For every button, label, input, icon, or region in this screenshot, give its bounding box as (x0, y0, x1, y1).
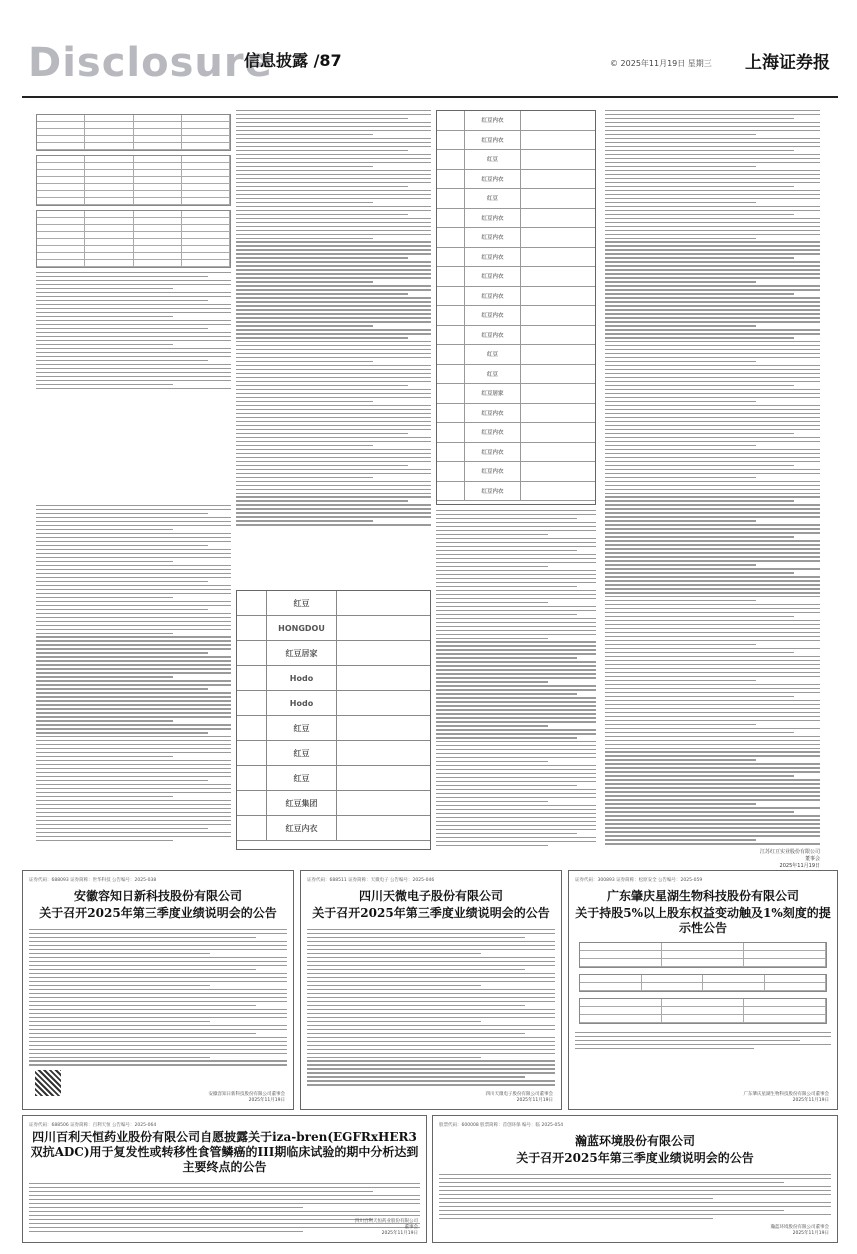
notice-headline: 四川百利天恒药业股份有限公司自愿披露关于iza-bren(EGFRxHER3 双抗ADC)用于复发性或转移性食管鳞癌的III期临床试验的期中分析达到主要终点的公告 (30, 1130, 419, 1174)
notice-company: 四川天微电子股份有限公司 (358, 889, 503, 903)
notice-headline: 关于持股5%以上股东权益变动触及1%刻度的提示性公告 (575, 906, 831, 935)
table-row (437, 150, 595, 170)
brand-logo: 红豆居家 (465, 384, 521, 403)
brand-logo: 红豆内衣 (465, 423, 521, 442)
announcement-column-1b (36, 505, 231, 850)
announcement-column-4 (605, 110, 820, 850)
table-row (437, 482, 595, 502)
brand-logo: Hodo (267, 691, 337, 715)
brand-logo-table (236, 590, 431, 850)
notice-company: 安徽容知日新科技股份有限公司 (73, 889, 242, 903)
table-row (437, 384, 595, 404)
table-row (437, 326, 595, 346)
notice-headline: 关于召开2025年第三季度业绩说明会的公告 (516, 1151, 754, 1165)
notice-box (432, 1115, 838, 1243)
notice-code: 证券代码：300893 证券简称：松原安全 公告编号：2025-059 (575, 878, 703, 883)
data-table (579, 942, 827, 968)
table-row (437, 209, 595, 229)
table-row (437, 131, 595, 151)
table-row (437, 404, 595, 424)
brand-logo: 红豆内衣 (465, 482, 521, 501)
table-row (437, 287, 595, 307)
notice-box (568, 870, 838, 1110)
table-row (237, 666, 430, 691)
data-table (579, 998, 827, 1024)
brand-logo: 红豆 (465, 150, 521, 169)
qr-code-icon (35, 1070, 61, 1096)
brand-logo: 红豆 (267, 766, 337, 790)
notice-signature: 安徽容知日新科技股份有限公司董事会 2025年11月19日 (208, 1092, 285, 1103)
body-text (36, 505, 231, 841)
brand-logo: 红豆内衣 (267, 816, 337, 840)
table-row (437, 189, 595, 209)
brand-logo-column (436, 110, 596, 505)
brand-logo: 红豆 (267, 741, 337, 765)
brand-logo: 红豆 (465, 365, 521, 384)
brand-logo: 红豆内衣 (465, 267, 521, 286)
brand-logo: 红豆内衣 (465, 209, 521, 228)
body-text (236, 110, 431, 526)
table-row (437, 228, 595, 248)
announcement-column-1 (36, 110, 231, 500)
table-row (437, 306, 595, 326)
announcement-column-2 (236, 110, 431, 535)
brand-logo: 红豆 (465, 189, 521, 208)
brand-logo: 红豆内衣 (465, 404, 521, 423)
brand-logo: HONGDOU (267, 616, 337, 640)
masthead (22, 36, 838, 94)
brand-title: Disclosure (28, 40, 273, 86)
table-row (237, 691, 430, 716)
body-text (439, 1174, 831, 1219)
notice-box (22, 1115, 427, 1243)
body-text (307, 929, 555, 1086)
data-table (36, 210, 231, 268)
brand-logo: 红豆 (465, 345, 521, 364)
brand-logo: 红豆内衣 (465, 248, 521, 267)
header-rule (22, 96, 838, 98)
section-title: 信息披露 /87 (244, 51, 342, 70)
data-table (579, 974, 827, 992)
body-text (436, 510, 596, 846)
notice-code: 证券代码：688511 证券简称：天微电子 公告编号：2025-046 (307, 878, 435, 883)
table-row (437, 248, 595, 268)
table-row (437, 111, 595, 131)
notice-signature: 瀚蓝环境股份有限公司董事会 2025年11月19日 (770, 1225, 829, 1236)
table-row (237, 791, 430, 816)
brand-logo: 红豆内衣 (465, 170, 521, 189)
table-row (437, 267, 595, 287)
brand-logo: 红豆内衣 (465, 111, 521, 130)
notice-signature: 四川天微电子股份有限公司董事会 2025年11月19日 (485, 1092, 553, 1103)
brand-logo: 红豆居家 (267, 641, 337, 665)
announcement-column-3 (436, 510, 596, 850)
dateline: © 2025年11月19日 星期三 (610, 59, 712, 68)
table-row (237, 616, 430, 641)
table-row (237, 716, 430, 741)
table-row (437, 462, 595, 482)
brand-logo: 红豆集团 (267, 791, 337, 815)
table-row (237, 591, 430, 616)
data-table (36, 155, 231, 206)
table-row (237, 766, 430, 791)
body-text (605, 110, 820, 845)
notice-box (300, 870, 562, 1110)
notice-company: 广东肇庆星湖生物科技股份有限公司 (606, 889, 799, 903)
table-row (237, 741, 430, 766)
table-row (437, 443, 595, 463)
brand-logo: 红豆内衣 (465, 287, 521, 306)
notice-headline: 关于召开2025年第三季度业绩说明会的公告 (39, 906, 277, 920)
notice-company: 瀚蓝环境股份有限公司 (574, 1134, 695, 1148)
upper-signature: 江苏红豆实业股份有限公司 董事会 2025年11月19日 (759, 849, 820, 869)
brand-logo: 红豆内衣 (465, 131, 521, 150)
newspaper-logo: 上海证券报 (745, 53, 830, 73)
table-row (437, 365, 595, 385)
body-text (36, 272, 231, 389)
table-row (237, 816, 430, 841)
notice-code: 股票代码：600008 股票简称：首创环保 编号：临 2025-054 (439, 1123, 564, 1128)
notice-signature: 四川百利天恒药业股份有限公司 董事会 2025年11月19日 (355, 1219, 418, 1236)
body-text (29, 929, 287, 1066)
brand-logo: 红豆 (267, 591, 337, 615)
body-text (575, 1032, 831, 1049)
notice-headline: 关于召开2025年第三季度业绩说明会的公告 (312, 906, 550, 920)
brand-logo: 红豆内衣 (465, 306, 521, 325)
brand-logo: 红豆内衣 (465, 462, 521, 481)
brand-logo: 红豆 (267, 716, 337, 740)
notice-code: 证券代码：688506 证券简称：百利天恒 公告编号：2025-064 (29, 1123, 157, 1128)
brand-logo: Hodo (267, 666, 337, 690)
notice-box (22, 870, 294, 1110)
notice-signature: 广东肇庆星湖生物科技股份有限公司董事会 2025年11月19日 (743, 1092, 829, 1103)
table-row (437, 345, 595, 365)
brand-logo: 红豆内衣 (465, 228, 521, 247)
brand-logo: 红豆内衣 (465, 326, 521, 345)
brand-logo: 红豆内衣 (465, 443, 521, 462)
table-row (437, 170, 595, 190)
notice-code: 证券代码：688093 证券简称：世华科技 公告编号：2025-038 (29, 878, 157, 883)
table-row (237, 641, 430, 666)
data-table (36, 114, 231, 151)
table-row (437, 423, 595, 443)
